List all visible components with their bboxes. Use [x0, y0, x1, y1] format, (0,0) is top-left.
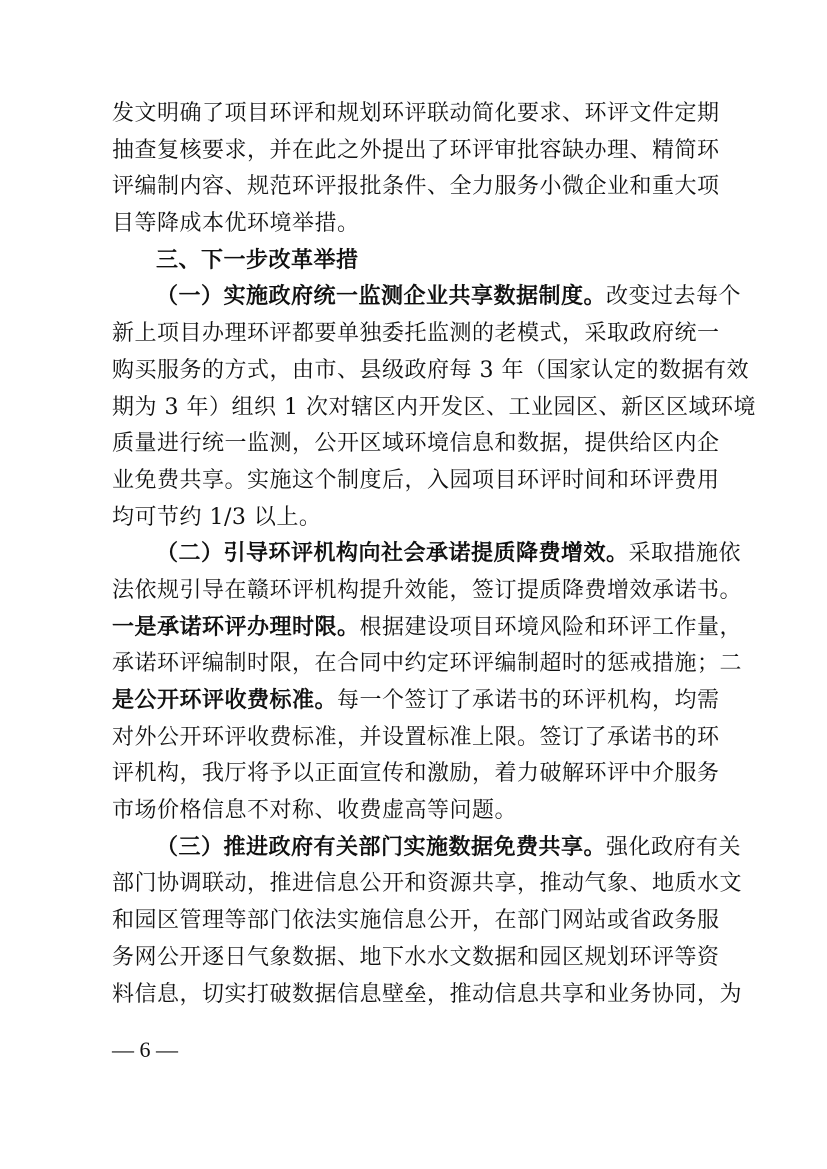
text-line: 抽查复核要求，并在此之外提出了环评审批容缺办理、精简环	[112, 137, 720, 163]
text-line: 购买服务的方式，由市、县级政府每 3 年（国家认定的数据有效	[112, 357, 749, 383]
text-span: 每一个签订了承诺书的环评机构，均需	[337, 688, 720, 713]
text-line: 部门协调联动，推进信息公开和资源共享，推动气象、地质水文	[112, 871, 743, 897]
point-two-title: 是公开环评收费标准。	[112, 688, 338, 713]
paragraph-1-title: （一）实施政府统一监测企业共享数据制度。	[156, 284, 607, 310]
text-line: 发文明确了项目环评和规划环评联动简化要求、环评文件定期	[112, 101, 720, 126]
text-line	[112, 683, 720, 720]
text-line: 对外公开环评收费标准，并设置标准上限。签订了承诺书的环	[112, 724, 720, 750]
text-line	[112, 610, 743, 647]
text-line: 新上项目办理环评都要单独委托监测的老模式，采取政府统一	[112, 321, 720, 347]
paragraph-2-title: （二）引导环评机构向社会承诺提质降费增效。	[156, 541, 629, 567]
text-line: 质量进行统一监测，公开区域环境信息和数据，提供给区内企	[112, 431, 720, 457]
text-line: 务网公开逐日气象数据、地下水水文数据和园区规划环评等资	[112, 944, 720, 970]
point-one-title: 一是承诺环评办理时限。	[112, 614, 360, 640]
text-line: 承诺环评编制时限，在合同中约定环评编制超时的惩戒措施；二	[112, 651, 743, 677]
section-heading: 三、下一步改革举措	[156, 247, 359, 273]
paragraph-2-first-line	[112, 536, 742, 573]
text-line: 法依规引导在赣环评机构提升效能，签订提质降费增效承诺书。	[112, 577, 743, 603]
text-line: 期为 3 年）组织 1 次对辖区内开发区、工业园区、新区区域环境	[112, 394, 756, 420]
text-line: 市场价格信息不对称、收费虚高等问题。	[112, 798, 518, 824]
body-text	[112, 96, 756, 1013]
text-span: 改变过去每个	[606, 284, 742, 310]
text-line: 业免费共享。实施这个制度后，入园项目环评时间和环评费用	[112, 467, 720, 493]
text-line: 评机构，我厅将予以正面宣传和激励，着力破解环评中介服务	[112, 761, 720, 787]
text-line: 均可节约 1/3 以上。	[112, 504, 322, 530]
text-line: 评编制内容、规范环评报批条件、全力服务小微企业和重大项	[112, 174, 720, 200]
text-span: 根据建设项目环境风险和环评工作量，	[359, 614, 743, 640]
text-line: 料信息，切实打破数据信息壁垒，推动信息共享和业务协同，为	[112, 981, 743, 1007]
paragraph-3-title: （三）推进政府有关部门实施数据免费共享。	[156, 834, 607, 860]
text-span: 采取措施依	[628, 541, 742, 567]
page-number: — 6 —	[112, 1037, 178, 1062]
paragraph-3-first-line	[112, 830, 742, 867]
paragraph-1-first-line	[112, 279, 742, 316]
text-line: 目等降成本优环境举措。	[112, 211, 360, 237]
text-line: 和园区管理等部门依法实施信息公开，在部门网站或省政务服	[112, 908, 720, 934]
text-span: 强化政府有关	[606, 834, 742, 860]
